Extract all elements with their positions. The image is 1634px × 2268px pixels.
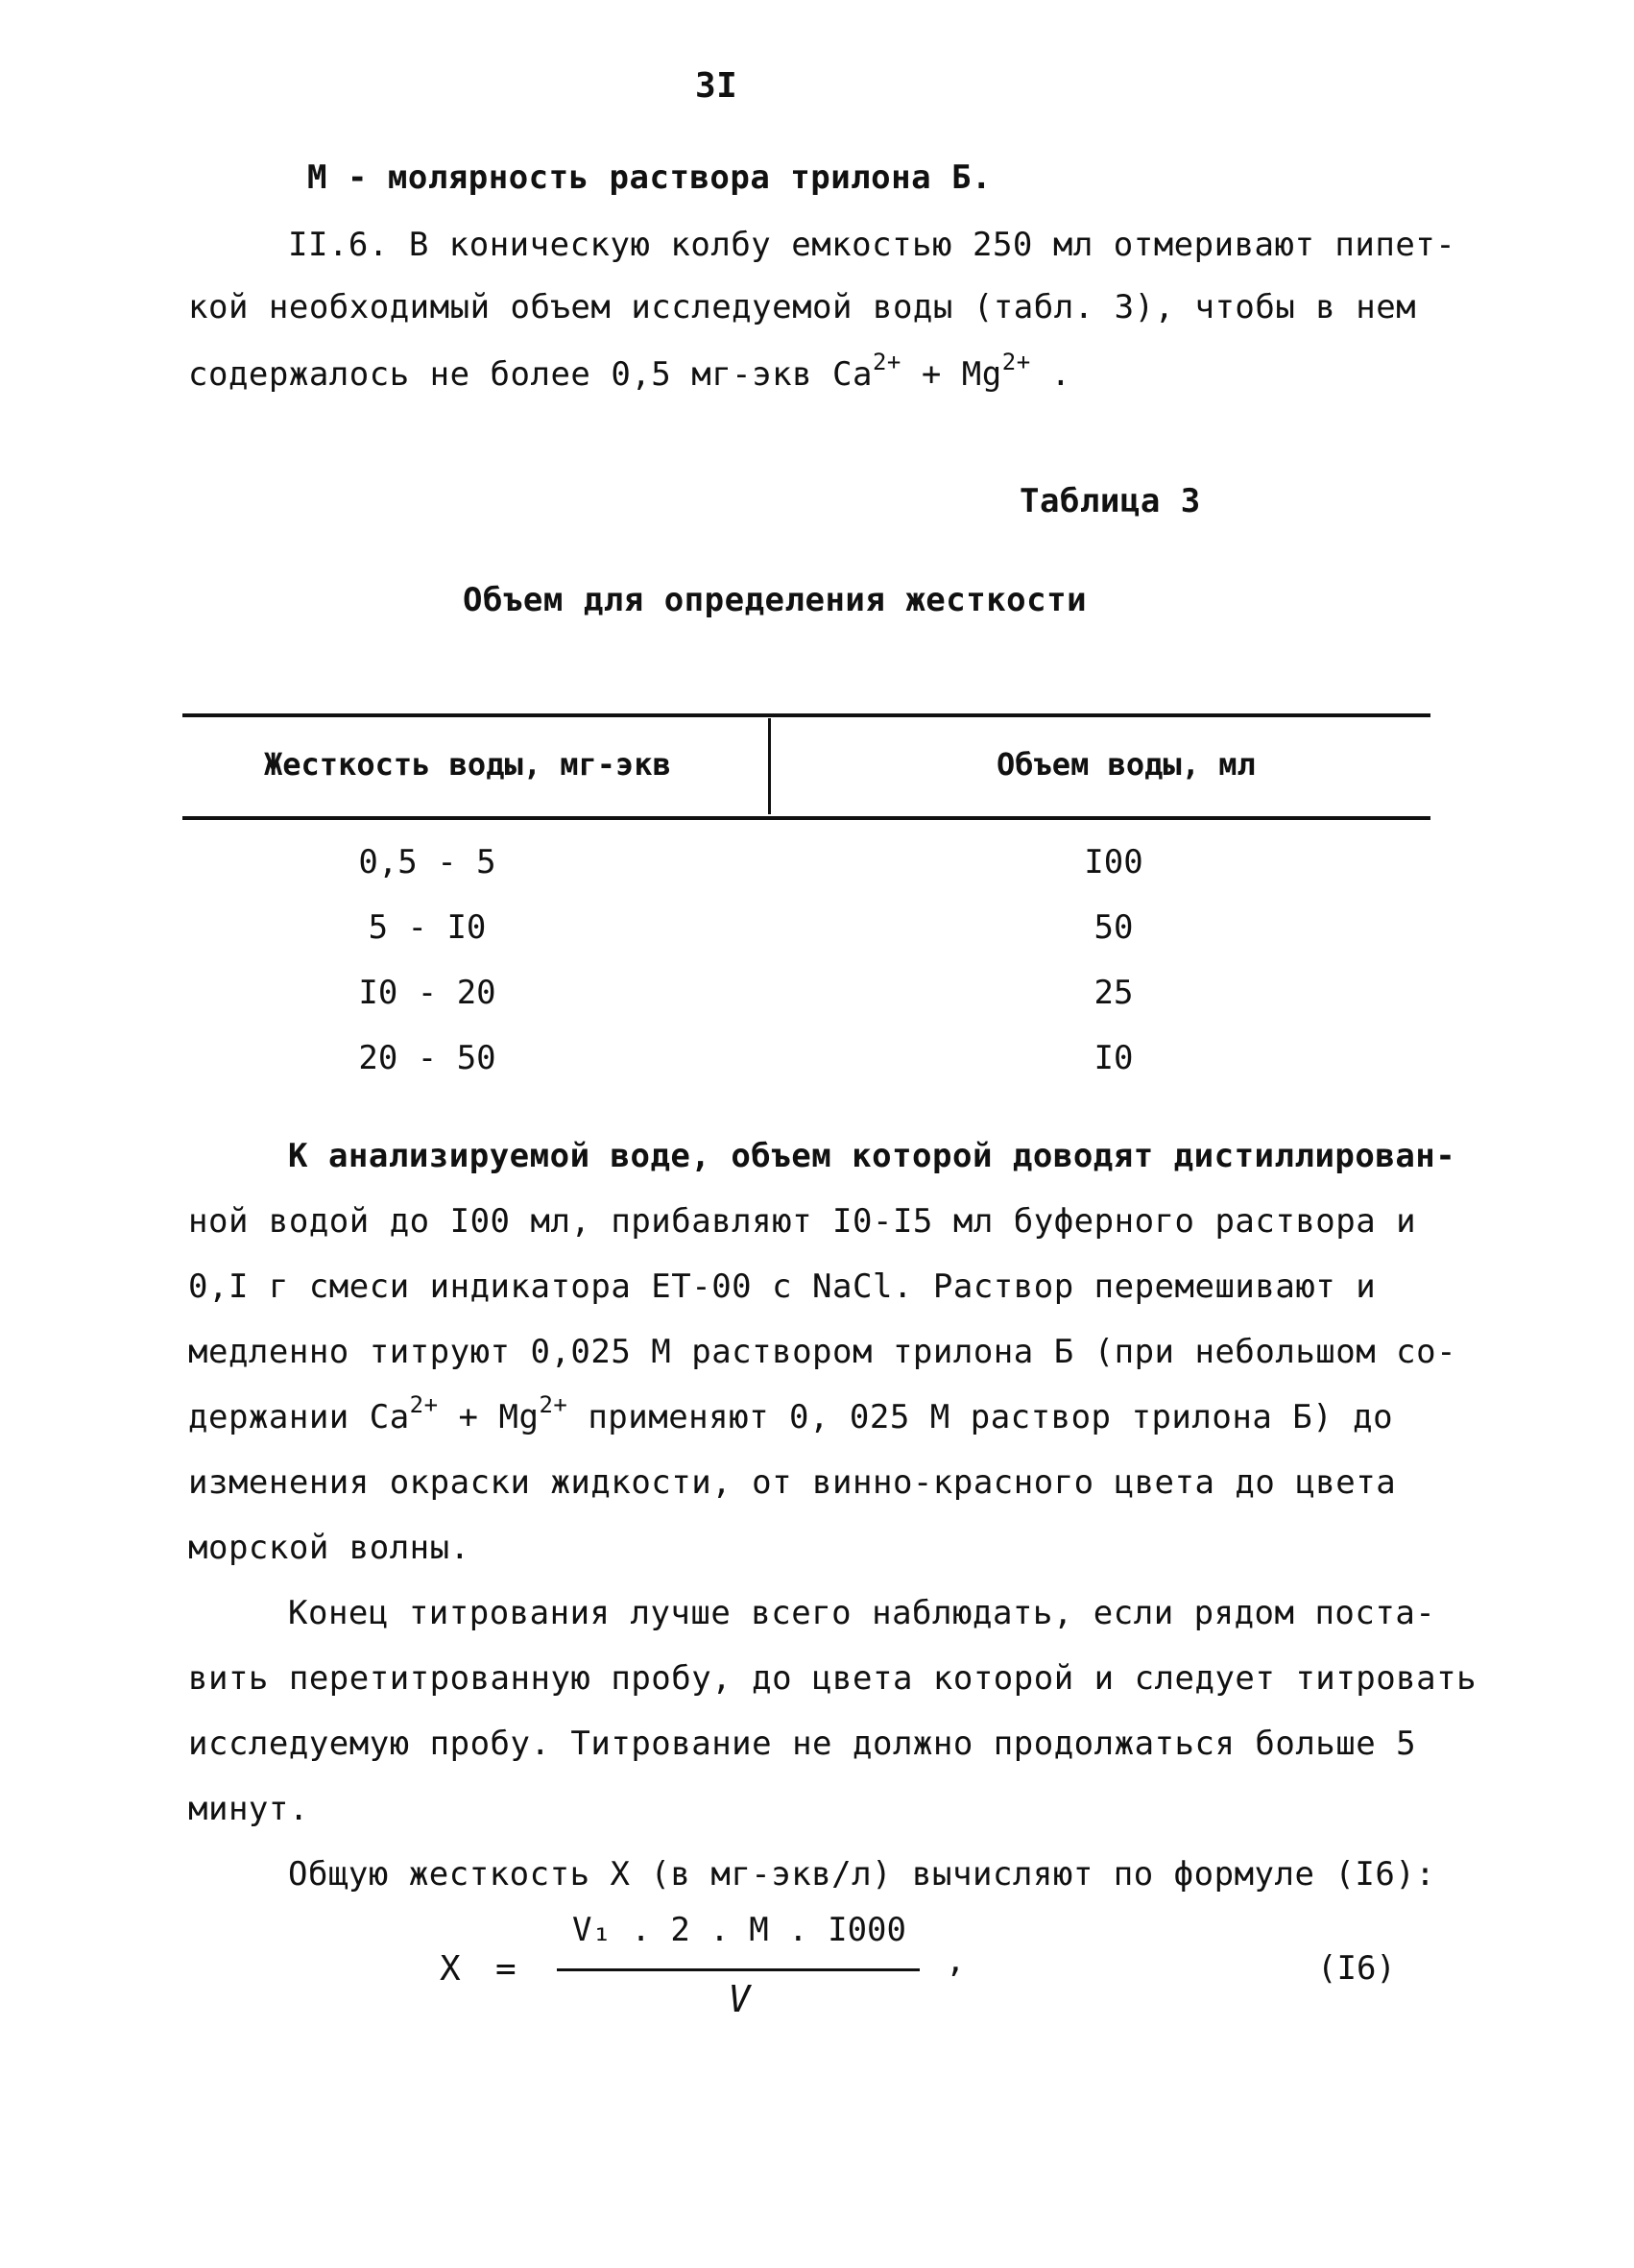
procedure-line-4: медленно титруют 0,025 М раствором трилона Б (при небольшом со- xyxy=(188,1333,1457,1371)
end-titration-line-1: Конец титрования лучше всего наблюдать, если рядом поста- xyxy=(288,1594,1436,1632)
section-11-6-line-3-mid: + Mg xyxy=(901,355,1002,394)
formula-number: (I6) xyxy=(1317,1949,1396,1988)
formula-intro: Общую жесткость X (в мг-экв/л) вычисляют по формуле (I6): xyxy=(288,1855,1436,1894)
procedure-line-6: изменения окраски жидкости, от винно-красного цвета до цвета xyxy=(188,1463,1397,1502)
procedure-line-3: 0,I г смеси индикатора ЕТ-00 с NaCl. Раствор перемешивают и xyxy=(188,1267,1377,1306)
table-top-rule xyxy=(182,713,1430,717)
procedure-line-2: ной водой до I00 мл, прибавляют I0-I5 мл буферного раствора и xyxy=(188,1202,1417,1241)
formula-numerator: V₁ . 2 . M . I000 xyxy=(572,1911,906,1949)
table-caption: Таблица 3 xyxy=(1020,482,1201,520)
table-cell-volume: 25 xyxy=(1093,974,1134,1012)
calcium-charge: 2+ xyxy=(409,1391,439,1418)
calcium-charge: 2+ xyxy=(872,349,901,375)
end-titration-line-2: вить перетитрованную пробу, до цвета которой и следует титровать xyxy=(188,1659,1478,1698)
table-header-hardness: Жесткость воды, мг-экв xyxy=(264,746,671,783)
formula-lhs: X xyxy=(440,1949,461,1989)
end-titration-line-4: минут. xyxy=(188,1790,309,1828)
table-row xyxy=(0,974,1634,1039)
page-number: 3I xyxy=(695,66,738,106)
table-column-divider xyxy=(768,718,771,814)
procedure-line-5-mid: + Mg xyxy=(438,1398,540,1436)
table-cell-hardness: 5 - I0 xyxy=(368,908,487,947)
section-11-6-line-2: кой необходимый объем исследуемой воды (табл. 3), чтобы в нем xyxy=(188,288,1417,326)
table-header-volume: Объем воды, мл xyxy=(997,746,1256,783)
magnesium-charge: 2+ xyxy=(539,1391,568,1418)
procedure-line-5-end: применяют 0, 025 М раствор трилона Б) до xyxy=(567,1398,1394,1436)
table-cell-volume: I00 xyxy=(1084,843,1143,881)
section-11-6-line-3-text: содержалось не более 0,5 мг-экв Ca xyxy=(188,355,873,394)
table-row xyxy=(0,908,1634,974)
magnesium-charge: 2+ xyxy=(1001,349,1031,375)
table-cell-volume: I0 xyxy=(1093,1039,1134,1077)
procedure-line-5-text: держании Ca xyxy=(188,1398,410,1436)
table-header-rule xyxy=(182,816,1430,820)
table-cell-volume: 50 xyxy=(1093,908,1134,947)
table-row xyxy=(0,1039,1634,1104)
procedure-line-1: К анализируемой воде, объем которой доводят дистиллирован- xyxy=(288,1137,1456,1175)
section-11-6-line-3-end: . xyxy=(1030,355,1071,394)
procedure-line-7: морской волны. xyxy=(188,1529,470,1567)
section-11-6-line-3 xyxy=(188,349,1071,394)
procedure-line-5 xyxy=(188,1391,1394,1436)
end-titration-line-3: исследуемую пробу. Титрование не должно продолжаться больше 5 xyxy=(188,1725,1417,1763)
paragraph-m-definition: М - молярность раствора трилона Б. xyxy=(307,158,992,197)
formula-equals: = xyxy=(495,1949,517,1989)
table-cell-hardness: 20 - 50 xyxy=(358,1039,496,1077)
formula-fraction-bar xyxy=(557,1968,920,1971)
section-11-6-line-1: II.6. В коническую колбу емкостью 250 мл отмеривают пипет- xyxy=(288,226,1456,264)
table-cell-hardness: I0 - 20 xyxy=(358,974,496,1012)
formula-denominator: V xyxy=(728,1978,751,2020)
formula-16 xyxy=(0,1911,1634,2045)
table-cell-hardness: 0,5 - 5 xyxy=(358,843,496,881)
formula-comma: , xyxy=(946,1942,966,1980)
table-title: Объем для определения жесткости xyxy=(463,581,1088,619)
table-row xyxy=(0,843,1634,908)
